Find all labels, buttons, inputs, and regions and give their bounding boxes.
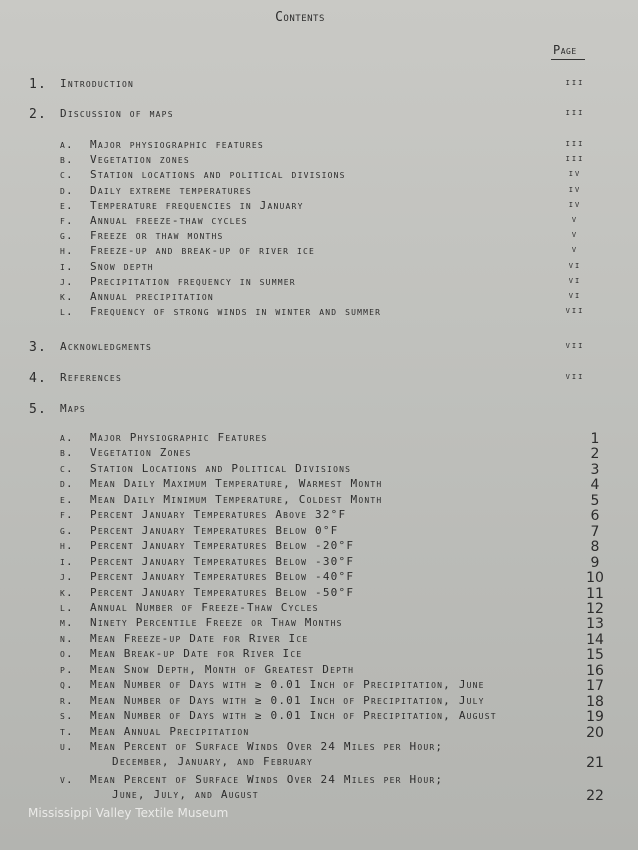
- page-number: 6: [590, 508, 600, 525]
- list-item-continuation: [0, 755, 638, 771]
- section-number: 4.: [29, 371, 48, 386]
- page-number: iv: [568, 198, 582, 210]
- page-number: 19: [586, 709, 604, 726]
- item-title: Annual Number of Freeze-Thaw Cycles: [90, 600, 319, 614]
- section-number: 1.: [29, 77, 48, 92]
- item-letter: n.: [60, 631, 74, 645]
- page-number: v: [571, 229, 579, 241]
- section-number: 3.: [29, 340, 48, 355]
- section-number: 2.: [29, 107, 48, 122]
- item-title: Major physiographic features: [90, 138, 264, 151]
- item-title: Annual precipitation: [90, 290, 214, 303]
- page-number: 16: [586, 662, 604, 679]
- page-number: 18: [586, 693, 604, 710]
- list-item: [0, 601, 638, 617]
- list-item: [0, 168, 638, 184]
- item-letter: m.: [60, 616, 74, 630]
- page-number: 7: [590, 523, 600, 540]
- page-column-header: Page: [553, 43, 577, 57]
- list-item: [0, 199, 638, 215]
- item-letter: c.: [60, 168, 74, 182]
- item-letter: a.: [60, 138, 74, 151]
- item-title: Percent January Temperatures Below -40°F: [90, 570, 355, 584]
- item-title: Freeze or thaw months: [90, 229, 224, 243]
- list-item: [0, 290, 638, 306]
- item-letter: r.: [60, 693, 74, 707]
- list-item: [0, 709, 638, 725]
- list-item: [0, 663, 638, 679]
- list-item: [0, 773, 638, 789]
- item-letter: f.: [60, 214, 74, 227]
- item-title: Mean Annual Precipitation: [90, 724, 250, 738]
- item-title-continuation: December, January, and February: [112, 755, 313, 769]
- list-item: [0, 632, 638, 648]
- page-header-underline: [551, 59, 585, 60]
- list-item: [0, 725, 638, 741]
- item-title: Mean Break-up Date for River Ice: [90, 647, 303, 661]
- item-title: Percent January Temperatures Below 0°F: [90, 523, 339, 537]
- list-item: [0, 477, 638, 493]
- item-letter: j.: [60, 570, 74, 584]
- item-letter: c.: [60, 461, 74, 475]
- page-number: 21: [586, 755, 604, 772]
- page-number: iii: [565, 153, 585, 165]
- section-title: References: [60, 371, 122, 384]
- item-letter: v.: [60, 772, 74, 786]
- list-item: [0, 244, 638, 260]
- list-item: [0, 431, 638, 447]
- item-title: Major Physiographic Features: [90, 431, 268, 444]
- list-item: [0, 138, 638, 154]
- item-title: Percent January Temperatures Below -30°F: [90, 554, 355, 568]
- page-number: 10: [586, 570, 604, 587]
- item-letter: d.: [60, 183, 74, 197]
- page-number: 11: [586, 585, 604, 602]
- section-row: [0, 371, 638, 387]
- list-item: [0, 555, 638, 571]
- page-number: vii: [565, 305, 585, 317]
- list-item: [0, 570, 638, 586]
- item-title: Mean Number of Days with ≥ 0.01 Inch of Precipitation, June: [90, 678, 485, 692]
- item-title: Vegetation zones: [90, 153, 190, 167]
- item-title: Percent January Temperatures Below -50°F: [90, 585, 355, 599]
- list-item: [0, 184, 638, 200]
- item-title: Percent January Temperatures Above 32°F: [90, 508, 347, 522]
- page-number: iv: [568, 183, 582, 195]
- item-title: Mean Daily Maximum Temperature, Warmest Month: [90, 477, 383, 491]
- page-number: iii: [565, 138, 585, 149]
- item-letter: h.: [60, 539, 74, 553]
- section-row: [0, 107, 638, 123]
- list-item: [0, 446, 638, 462]
- list-item: [0, 740, 638, 756]
- item-letter: l.: [60, 600, 74, 614]
- item-letter: u.: [60, 740, 74, 753]
- item-title: Mean Snow Depth, Month of Greatest Depth: [90, 662, 355, 676]
- item-title: Percent January Temperatures Below -20°F: [90, 539, 355, 553]
- list-item: [0, 539, 638, 555]
- item-title: Daily extreme temperatures: [90, 183, 252, 197]
- page-number: 3: [590, 461, 600, 478]
- item-letter: j.: [60, 274, 74, 288]
- item-title: Ninety Percentile Freeze or Thaw Months: [90, 616, 343, 630]
- list-item: [0, 214, 638, 230]
- section-title: Maps: [60, 402, 86, 415]
- item-letter: l.: [60, 305, 74, 319]
- page-number: 8: [590, 539, 600, 556]
- page-number: 2: [590, 446, 600, 463]
- item-title: Vegetation Zones: [90, 446, 192, 460]
- item-letter: k.: [60, 290, 74, 303]
- page-number: vii: [565, 340, 585, 351]
- page-number: 14: [586, 631, 604, 648]
- list-item: [0, 305, 638, 321]
- item-title: Mean Percent of Surface Winds Over 24 Miles per Hour;: [90, 772, 444, 786]
- page-number: vi: [568, 259, 582, 271]
- list-item: [0, 524, 638, 540]
- page-number: 5: [590, 492, 600, 509]
- page-number: 17: [586, 678, 604, 695]
- item-title: Annual freeze-thaw cycles: [90, 214, 248, 227]
- section-row: [0, 77, 638, 93]
- item-title: Temperature frequencies in January: [90, 198, 304, 212]
- item-letter: p.: [60, 662, 74, 676]
- list-item: [0, 678, 638, 694]
- page-number: v: [571, 244, 579, 256]
- item-title: Freeze-up and break-up of river ice: [90, 244, 316, 258]
- list-item: [0, 586, 638, 602]
- page-number: 1: [590, 431, 600, 447]
- item-letter: b.: [60, 153, 74, 167]
- page-number: iv: [568, 168, 582, 180]
- page-number: 13: [586, 616, 604, 633]
- list-item: [0, 694, 638, 710]
- page-number: v: [571, 214, 579, 225]
- section-title: Introduction: [60, 77, 135, 90]
- section-number: 5.: [29, 402, 48, 417]
- list-item: [0, 229, 638, 245]
- item-letter: f.: [60, 508, 74, 522]
- page-number: 22: [586, 788, 604, 805]
- page-number: iii: [565, 77, 585, 88]
- item-letter: b.: [60, 446, 74, 460]
- page-number: iii: [565, 107, 585, 118]
- list-item: [0, 153, 638, 169]
- item-title: Station Locations and Political Divisions: [90, 461, 352, 475]
- item-title: Mean Daily Minimum Temperature, Coldest Month: [90, 492, 383, 506]
- list-item-continuation: [0, 788, 638, 804]
- item-letter: a.: [60, 431, 74, 444]
- item-title: Mean Percent of Surface Winds Over 24 Miles per Hour;: [90, 740, 444, 753]
- item-title-continuation: June, July, and August: [112, 788, 259, 802]
- item-letter: q.: [60, 678, 74, 692]
- list-item: [0, 647, 638, 663]
- list-item: [0, 493, 638, 509]
- item-letter: g.: [60, 229, 74, 243]
- page-number: 12: [586, 600, 604, 617]
- item-letter: i.: [60, 554, 74, 568]
- item-letter: e.: [60, 492, 74, 506]
- item-title: Station locations and political divisions: [90, 168, 346, 182]
- page-number: 20: [586, 724, 604, 741]
- list-item: [0, 462, 638, 478]
- page-number: 9: [590, 554, 600, 571]
- item-letter: s.: [60, 709, 74, 723]
- section-row: [0, 402, 638, 418]
- list-item: [0, 616, 638, 632]
- page-number: vi: [568, 290, 582, 301]
- item-letter: h.: [60, 244, 74, 258]
- page-title: Contents: [275, 10, 325, 25]
- item-title: Mean Freeze-up Date for River Ice: [90, 631, 309, 645]
- item-letter: d.: [60, 477, 74, 491]
- list-item: [0, 260, 638, 276]
- item-title: Frequency of strong winds in winter and summer: [90, 305, 382, 319]
- item-title: Precipitation frequency in summer: [90, 274, 296, 288]
- item-title: Snow depth: [90, 259, 154, 273]
- item-title: Mean Number of Days with ≥ 0.01 Inch of Precipitation, August: [90, 709, 497, 723]
- item-title: Mean Number of Days with ≥ 0.01 Inch of Precipitation, July: [90, 693, 485, 707]
- page-number: 4: [590, 477, 600, 494]
- list-item: [0, 275, 638, 291]
- list-item: [0, 508, 638, 524]
- page-number: vii: [565, 371, 585, 382]
- item-letter: i.: [60, 259, 74, 273]
- page-number: vi: [568, 274, 582, 286]
- watermark-text: Mississippi Valley Textile Museum: [28, 806, 229, 820]
- section-title: Discussion of maps: [60, 107, 174, 120]
- item-letter: k.: [60, 585, 74, 599]
- item-letter: g.: [60, 523, 74, 537]
- item-letter: e.: [60, 198, 74, 212]
- item-letter: t.: [60, 724, 74, 738]
- section-row: [0, 340, 638, 356]
- item-letter: o.: [60, 647, 74, 661]
- section-title: Acknowledgments: [60, 340, 153, 353]
- page-number: 15: [586, 647, 604, 664]
